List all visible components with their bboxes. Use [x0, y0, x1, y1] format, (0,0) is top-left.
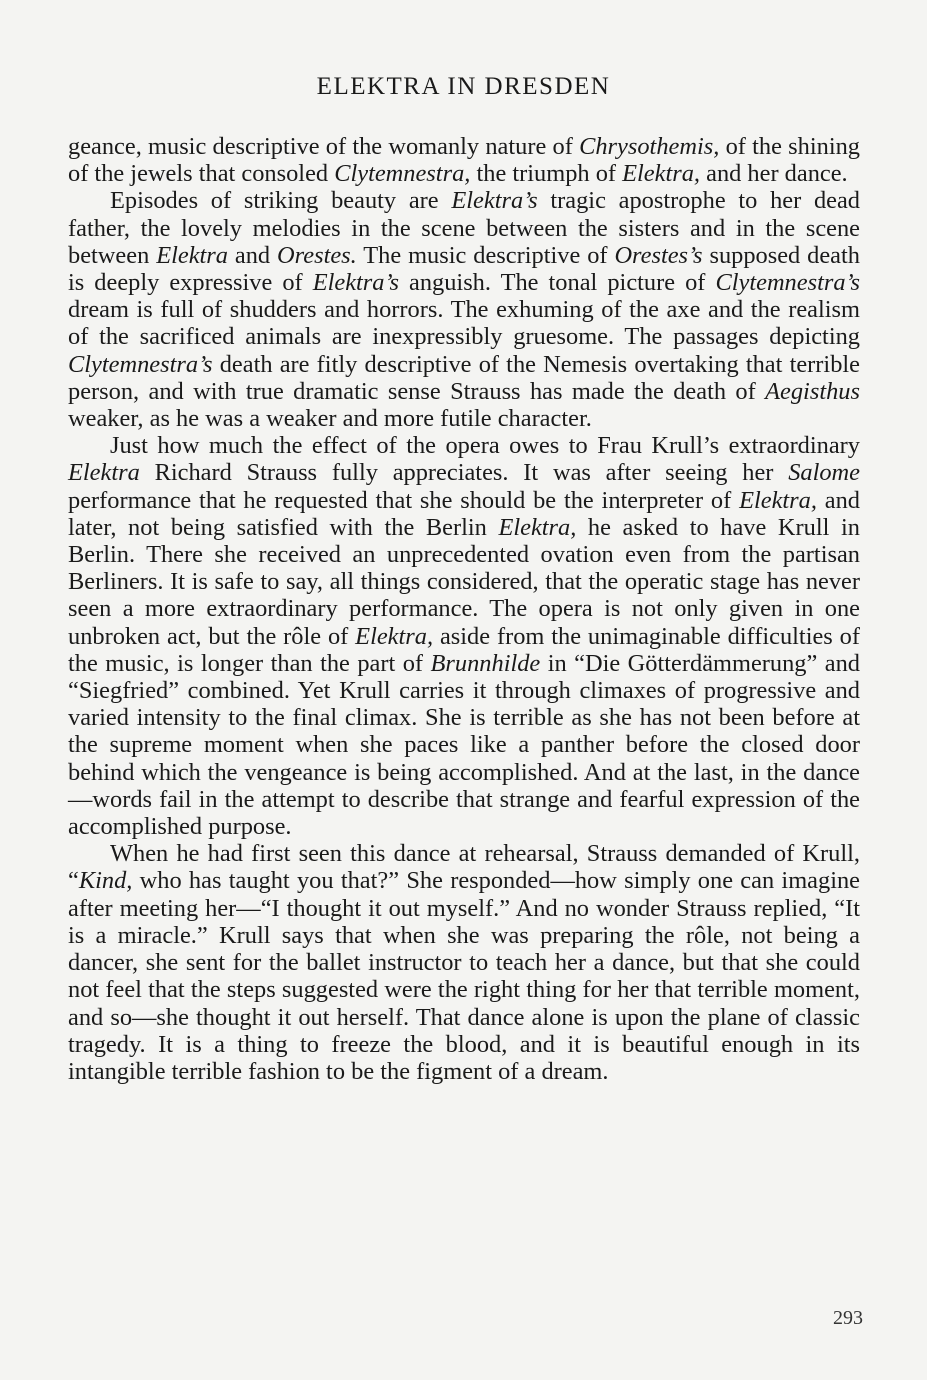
text-segment: and	[227, 241, 278, 269]
text-segment: and her dance.	[700, 160, 848, 188]
text-segment: and later, not being satisfied with the Berlin	[68, 486, 860, 541]
text-segment: performance that he requested that she should be the interpreter of	[68, 486, 740, 514]
text-segment: The music descriptive of	[356, 241, 615, 269]
text-segment: anguish. The tonal picture of	[398, 269, 716, 297]
paragraph-2	[68, 187, 860, 432]
text-segment: tragic apostrophe to her dead father, the lovely melodies in the scene between the sisters and in the scene between	[68, 187, 860, 269]
italic-text-segment: Clytemnestra,	[334, 160, 471, 188]
italic-text-segment: Clytemnestra’s	[68, 350, 213, 378]
text-segment: death are fitly descriptive of the Nemesis overtaking that terrible person, and with true dramatic sense Strauss has made the death of	[68, 350, 860, 405]
text-segment: Richard Strauss fully appreciates. It was after seeing her	[139, 459, 789, 487]
italic-text-segment: Aegisthus	[765, 377, 860, 405]
italic-text-segment: Elektra,	[622, 160, 701, 188]
text-segment: weaker, as he was a weaker and more futile character.	[68, 405, 592, 433]
italic-text-segment: Elektra	[68, 459, 140, 487]
italic-text-segment: Kind,	[78, 867, 133, 895]
text-segment: dream is full of shudders and horrors. The exhuming of the axe and the realism of the sacrificed animals are inexpressibly gruesome. The passages depicting	[68, 296, 860, 351]
text-segment: he asked to have Krull in Berlin. There she received an unprecedented ovation even from the partisan Berliners. It is safe to say, all things considered, that the operatic stage has never seen a more extraordinary performance. The opera is not only given in one unbroken act, but the rôle of	[68, 513, 860, 650]
paragraph-1	[68, 133, 860, 187]
text-segment: supposed death is deeply expressive of	[68, 241, 860, 297]
italic-text-segment: Elektra’s	[451, 187, 538, 215]
italic-text-segment: Elektra,	[355, 622, 434, 650]
body-text	[68, 133, 860, 1085]
text-segment: Just how much the effect of the opera owes to Frau Krull’s extraordinary	[110, 432, 860, 460]
italic-text-segment: Elektra’s	[312, 269, 399, 297]
italic-text-segment: Elektra,	[739, 486, 817, 514]
text-segment: When he had first seen this dance at rehearsal, Strauss demanded of Krull, “	[68, 840, 860, 895]
italic-text-segment: Orestes.	[277, 241, 357, 269]
text-segment: geance, music descriptive of the womanly nature of	[68, 133, 580, 160]
paragraph-3	[68, 432, 860, 840]
text-segment: who has taught you that?” She responded—how simply one can imagine after meeting her—“I thought it out myself.” And no wonder Strauss replied, “It is a miracle.” Krull says that when she was preparing the rôle, not being a dancer, she sent for the ballet instructor to teach her a dance, but that she could not feel that the steps suggested were the right thing for her that terrible moment, and so—she thought it out herself. That dance alone is upon the plane of classic tragedy. It is a thing to freeze the blood, and it is beautiful enough in its intangible terrible fashion to be the figment of a dream.	[68, 867, 860, 1085]
text-segment: aside from the unimaginable difficulties of the music, is longer than the part of	[68, 622, 860, 677]
italic-text-segment: Salome	[788, 459, 860, 487]
running-head-title: ELEKTRA IN DRESDEN	[316, 73, 611, 100]
text-segment: in “Die Götterdämmerung” and “Siegfried” combined. Yet Krull carries it through climaxes of progressive and varied intensity to the final climax. She is terrible as she has not been before at the supreme moment when she paces like a panther before the closed door behind which the vengeance is being accomplished. And at the last, in the dance—words fail in the attempt to describe that strange and fearful expression of the accomplished purpose.	[68, 649, 861, 841]
paragraph-4	[68, 840, 860, 1085]
text-segment: Episodes of striking beauty are	[110, 187, 452, 215]
italic-text-segment: Chrysothemis,	[579, 133, 720, 160]
italic-text-segment: Brunnhilde	[430, 649, 541, 677]
italic-text-segment: Orestes’s	[614, 241, 703, 269]
italic-text-segment: Elektra,	[498, 513, 577, 541]
italic-text-segment: Elektra	[156, 241, 228, 269]
text-segment: the triumph of	[470, 160, 623, 188]
page-number: 293	[833, 1307, 863, 1329]
text-segment: of the shining of the jewels that consoled	[68, 133, 860, 188]
italic-text-segment: Clytemnestra’s	[715, 269, 861, 297]
